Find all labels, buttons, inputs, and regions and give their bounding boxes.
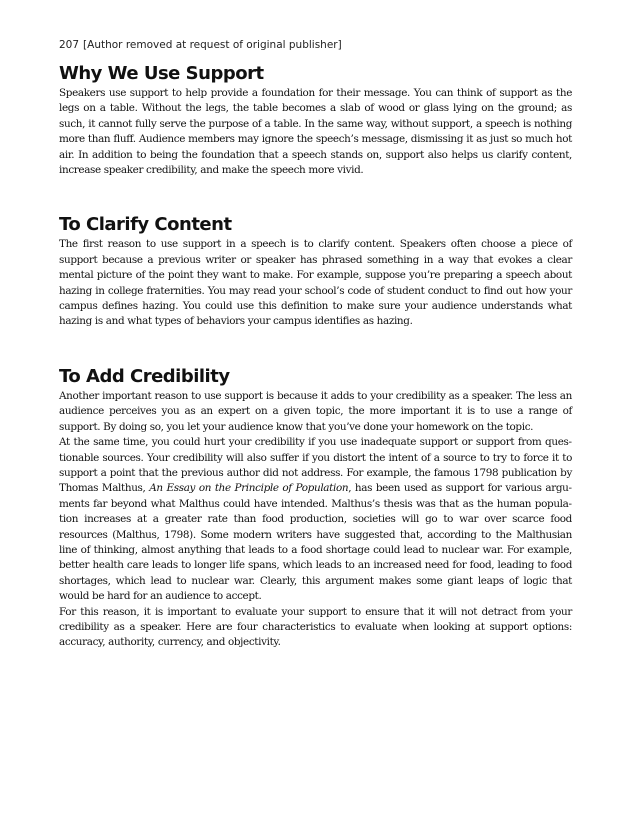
- page-number: 207: [59, 39, 80, 51]
- paragraph-to-clarify-content: The first reason to use support in a speech is to clarify content. Speakers often choose a piece of support because a previous writer or speaker has phrased something in a way that evokes a clear mental picture of the point they want to make. For example, suppose you’re preparing a speech about hazing in college fraternities. You may read your school’s code of student conduct to find out how your campus defines hazing. You could use this definition to make sure your audience understands what hazing is and what types of behaviors your campus identifies as hazing.: [59, 238, 572, 328]
- malthus-text-before: At the same time, you could hurt your credibility if you use inadequate support or support from questionable sources. Your credibility will also suffer if you distort the intent of a source to try to force it to support a point that the previous author did not address. For example, the famous 1798 publication by Thomas Malthus,: [59, 436, 572, 495]
- malthus-text-after: , has been used as support for various arguments far beyond what Malthus could have intended. Malthus’s thesis was that as the human population increases at a greater rate than food production, societies will go to war over scarce food resources (Malthus, 1798). Some modern writers have suggested that, according to the Malthusian line of thinking, almost anything that leads to a food shortage could lead to nuclear war. For example, better health care leads to longer life spans, which leads to an increased need for food, leading to food shortages, which lead to nuclear war. Clearly, this argument makes some giant leaps of logic that would be hard for an audience to accept.: [59, 482, 572, 603]
- document-page: [59, 38, 572, 651]
- paragraph-credibility-intro: Another important reason to use support is because it adds to your credibility as a speaker. The less an audience perceives you as an expert on a given topic, the more important it is to use a range of support. By doing so, you let your audience know that you’ve done your homework on the topic.: [59, 389, 572, 433]
- heading-to-clarify-content: To Clarify Content: [59, 214, 232, 236]
- running-header: [59, 38, 572, 52]
- heading-to-add-credibility: To Add Credibility: [59, 365, 230, 387]
- book-title-italic: An Essay on the Principle of Population: [149, 482, 349, 495]
- paragraph-credibility-malthus: [59, 435, 572, 604]
- paragraph-credibility-evaluate: For this reason, it is important to evaluate your support to ensure that it will not detract from your credibility as a speaker. Here are four characteristics to evaluate when looking at support options: accuracy, authority, currency, and objectivity.: [59, 605, 572, 649]
- paragraph-why-we-use-support: Speakers use support to help provide a foundation for their message. You can think of support as the legs on a table. Without the legs, the table becomes a slab of wood or glass lying on the ground; as such, it cannot fully serve the purpose of a table. In the same way, without support, a speech is nothing more than fluff. Audience members may ignore the speech’s message, dismissing it as just so much hot air. In addition to being the foundation that a speech stands on, support also helps us clarify content, increase speaker credibility, and make the speech more vivid.: [59, 87, 572, 177]
- heading-why-we-use-support: Why We Use Support: [59, 63, 264, 84]
- author-attribution: [Author removed at request of original publisher]: [83, 39, 342, 51]
